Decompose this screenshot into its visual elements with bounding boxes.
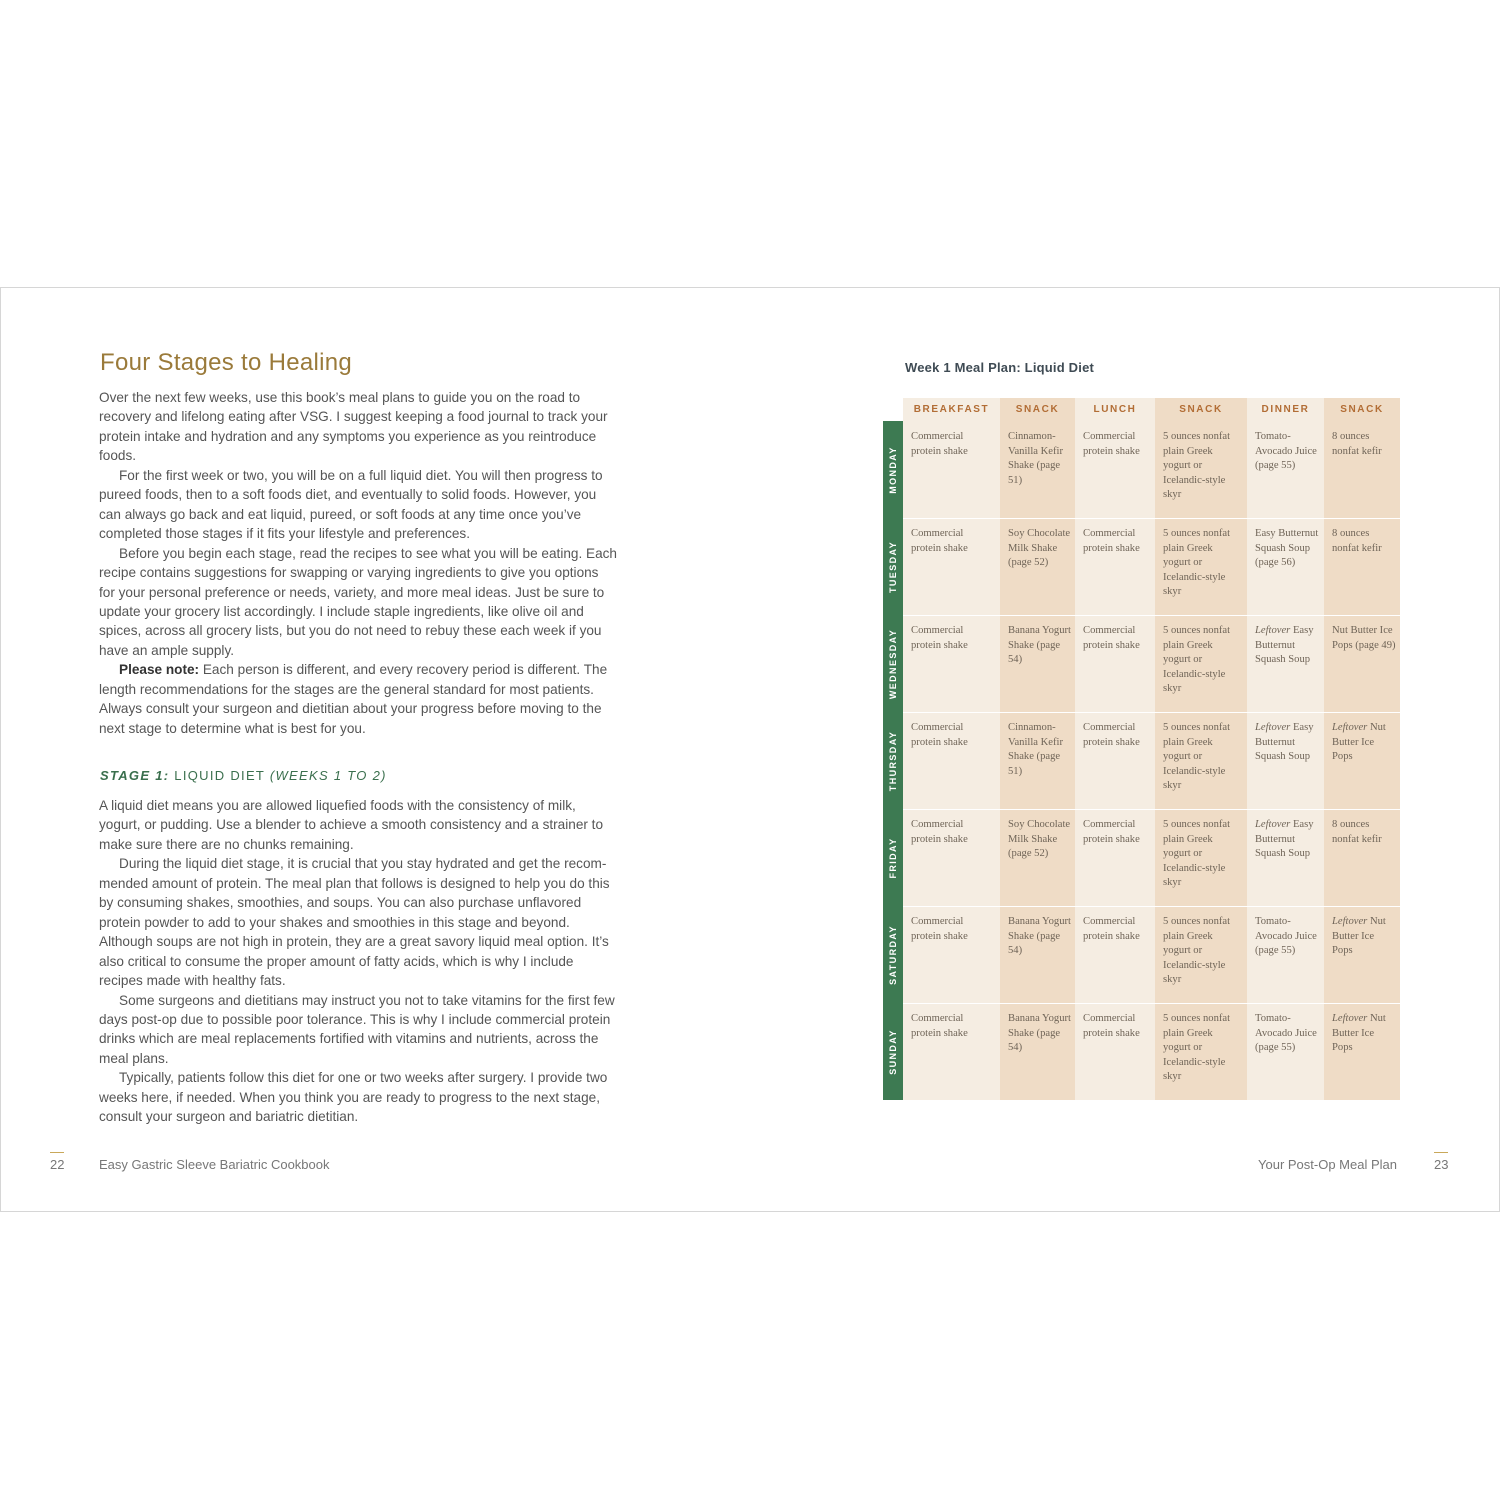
day-label-text: MONDAY [888, 445, 898, 494]
meal-cell-text: 5 ounces nonfat plain Greek yogurt or Icelandic-style skyr [1163, 722, 1231, 792]
meal-cell-leftover: Leftover [1255, 625, 1291, 636]
day-label [883, 1003, 903, 1102]
meal-cell-text: Commercial protein shake [911, 722, 968, 748]
page-number-rule [1434, 1152, 1448, 1153]
column-header: LUNCH [1075, 398, 1155, 421]
meal-cell-text: 5 ounces nonfat plain Greek yogurt or Icelandic-style skyr [1163, 819, 1231, 889]
meal-cell-text: Tomato-Avocado Juice (page 55) [1255, 431, 1317, 472]
meal-cell [1083, 818, 1155, 847]
meal-cell-text: 5 ounces nonfat plain Greek yogurt or Icelandic-style skyr [1163, 916, 1231, 986]
page-number-right: 23 [1434, 1157, 1449, 1172]
meal-cell-text: Soy Chocolate Milk Shake (page 52) [1008, 528, 1071, 569]
intro-paragraph: For the first week or two, you will be on a full liquid diet. You will then progress to pureed foods, then to a soft foods diet, and eventually to solid foods. However, you can always go back and eat liquid, pureed, or soft foods at any time once you’ve completed those stages if it fits your lifestyle and preferences. [99, 467, 603, 542]
meal-cell [1008, 430, 1075, 488]
meal-cell [911, 430, 1000, 459]
stage-name: LIQUID DIET [169, 768, 270, 783]
meal-cell [1083, 1012, 1155, 1041]
column-header: SNACK [1324, 398, 1400, 421]
footer-left: Easy Gastric Sleeve Bariatric Cookbook [99, 1157, 330, 1172]
stage-heading [100, 768, 387, 783]
meal-cell-text: Commercial protein shake [1083, 431, 1140, 457]
meal-cell [1332, 818, 1400, 847]
meal-cell [1163, 721, 1247, 794]
day-label-text: FRIDAY [888, 836, 898, 879]
meal-cell [1255, 527, 1324, 571]
stage-text [99, 796, 617, 1127]
meal-cell-text: Tomato-Avocado Juice (page 55) [1255, 1013, 1317, 1054]
stage-paragraph: During the liquid diet stage, it is crucial that you stay hydrated and get the recommended amount of protein. The meal plan that follows is designed to help you do this by consuming shakes, smoothies, and soups. You can also purchase unflavored protein powder to add to your shakes and smoothies in this stage and beyond. Although soups are not high in protein, they are a great savory liquid meal option. It’s also critical to consume the proper amount of fatty acids, which is why I include recipes made with healthy fats. [99, 856, 610, 989]
meal-cell-text: 5 ounces nonfat plain Greek yogurt or Icelandic-style skyr [1163, 625, 1231, 695]
meal-cell [1008, 915, 1075, 959]
meal-cell-text: Commercial protein shake [1083, 722, 1140, 748]
meal-cell-text: Commercial protein shake [1083, 528, 1140, 554]
meal-cell-text: Nut Butter Ice Pops [1332, 1013, 1386, 1054]
meal-cell-leftover: Leftover [1255, 819, 1291, 830]
row-divider [903, 615, 1400, 616]
meal-cell-text: Easy Butternut Squash Soup [1255, 722, 1314, 763]
row-divider [903, 518, 1400, 519]
meal-cell [1332, 430, 1400, 459]
meal-cell [1008, 818, 1075, 862]
meal-cell-text: Commercial protein shake [911, 431, 968, 457]
column-background [1075, 421, 1155, 1100]
column-header: DINNER [1247, 398, 1324, 421]
meal-cell-text: Easy Butternut Squash Soup (page 56) [1255, 528, 1319, 569]
meal-cell-text: Commercial protein shake [911, 916, 968, 942]
page-number-left: 22 [50, 1157, 65, 1172]
day-label [883, 906, 903, 1005]
meal-cell [1255, 915, 1324, 959]
meal-cell-text: Commercial protein shake [1083, 1013, 1140, 1039]
meal-cell [1163, 624, 1247, 697]
meal-cell [911, 915, 1000, 944]
meal-cell-text: Cinnamon-Vanilla Kefir Shake (page 51) [1008, 722, 1064, 777]
page-heading: Four Stages to Healing [100, 349, 353, 376]
day-label-text: SUNDAY [888, 1028, 898, 1075]
meal-cell-text: Commercial protein shake [911, 528, 968, 554]
note-label: Please note: [119, 662, 200, 678]
meal-cell [1163, 1012, 1247, 1085]
meal-cell [1083, 915, 1155, 944]
meal-cell [1083, 624, 1155, 653]
day-label [883, 518, 903, 617]
meal-cell [1008, 527, 1075, 571]
meal-cell [1255, 818, 1324, 862]
meal-cell-text: Commercial protein shake [911, 1013, 968, 1039]
meal-cell-text: 5 ounces nonfat plain Greek yogurt or Icelandic-style skyr [1163, 431, 1231, 501]
page-number-rule [50, 1152, 64, 1153]
meal-cell [911, 624, 1000, 653]
meal-cell [1332, 1012, 1400, 1056]
note-text: Each person is different, and every recovery period is different. The length recommendations for the stages are the general standard for most patients. Always consult your surgeon and dietitian about your progress before moving to the next stage to determine what is best for you. [99, 662, 608, 736]
meal-cell [1008, 1012, 1075, 1056]
meal-cell-leftover: Leftover [1332, 916, 1368, 927]
column-background [903, 421, 1000, 1100]
meal-cell [911, 818, 1000, 847]
meal-cell [1163, 430, 1247, 503]
meal-cell-text: 8 ounces nonfat kefir [1332, 431, 1382, 457]
meal-cell [1083, 430, 1155, 459]
meal-cell-text: 5 ounces nonfat plain Greek yogurt or Icelandic-style skyr [1163, 1013, 1231, 1083]
meal-cell [1163, 818, 1247, 891]
meal-cell [911, 1012, 1000, 1041]
meal-cell-text: 8 ounces nonfat kefir [1332, 528, 1382, 554]
meal-cell-text: Tomato-Avocado Juice (page 55) [1255, 916, 1317, 957]
meal-cell-text: 8 ounces nonfat kefir [1332, 819, 1382, 845]
meal-cell-text: Commercial protein shake [911, 819, 968, 845]
meal-cell-leftover: Leftover [1332, 1013, 1368, 1024]
meal-cell [1008, 721, 1075, 779]
day-label-text: SATURDAY [888, 924, 898, 985]
intro-paragraph: Over the next few weeks, use this book’s meal plans to guide you on the road to recovery and lifelong eating after VSG. I suggest keeping a food journal to track your protein intake and hydration and any symptoms you experience as you reintroduce foods. [99, 390, 608, 464]
table-title: Week 1 Meal Plan: Liquid Diet [905, 360, 1095, 375]
stage-paragraph: A liquid diet means you are allowed liquefied foods with the consistency of milk, yogurt, or pudding. Use a blender to achieve a smooth consistency and a strainer to make sure there are no chunks remaining. [99, 798, 604, 852]
note-paragraph [99, 660, 617, 738]
footer-right: Your Post-Op Meal Plan [1258, 1157, 1397, 1172]
meal-cell-leftover: Leftover [1255, 722, 1291, 733]
meal-cell [1008, 624, 1075, 668]
intro-paragraph: Before you begin each stage, read the recipes to see what you will be eating. Each recipe contains suggestions for swapping or varying ingredients to give you options for your personal preference or needs, variety, and more meal ideas. Just be sure to update your grocery list accordingly. I include staple ingredients, like olive oil and spices, across all grocery lists, but you do not need to rebuy these each week if you have an ample supply. [99, 545, 617, 658]
column-header: SNACK [1155, 398, 1247, 421]
day-label-text: THURSDAY [888, 730, 898, 791]
meal-cell-leftover: Leftover [1332, 722, 1368, 733]
meal-plan-table [883, 398, 1400, 1102]
meal-cell [911, 721, 1000, 750]
meal-cell [1163, 527, 1247, 600]
day-label [883, 615, 903, 714]
meal-cell-text: 5 ounces nonfat plain Greek yogurt or Icelandic-style skyr [1163, 528, 1231, 598]
meal-cell [1083, 527, 1155, 556]
meal-cell [1255, 430, 1324, 474]
stage-paragraph: Typically, patients follow this diet for one or two weeks after surgery. I provide two weeks here, if needed. When you think you are ready to progress to the next stage, consult your surgeon and bariatric dietitian. [99, 1070, 608, 1125]
meal-cell-text: Banana Yogurt Shake (page 54) [1008, 625, 1071, 666]
day-label-text: WEDNESDAY [888, 628, 898, 699]
column-header: SNACK [1000, 398, 1075, 421]
meal-cell-text: Nut Butter Ice Pops [1332, 916, 1386, 957]
meal-cell-text: Nut Butter Ice Pops (page 49) [1332, 625, 1396, 651]
meal-cell [1332, 624, 1400, 653]
meal-cell [1332, 915, 1400, 959]
meal-cell-text: Commercial protein shake [1083, 819, 1140, 845]
meal-cell-text: Commercial protein shake [1083, 625, 1140, 651]
meal-cell-text: Cinnamon-Vanilla Kefir Shake (page 51) [1008, 431, 1064, 486]
meal-cell [911, 527, 1000, 556]
intro-text [99, 388, 617, 738]
meal-cell-text: Easy Butternut Squash Soup [1255, 625, 1314, 666]
meal-cell [1255, 1012, 1324, 1056]
day-label [883, 421, 903, 520]
stage-prefix: STAGE 1: [100, 768, 170, 783]
meal-cell-text: Commercial protein shake [911, 625, 968, 651]
meal-cell [1332, 721, 1400, 765]
meal-cell-text: Commercial protein shake [1083, 916, 1140, 942]
meal-cell [1083, 721, 1155, 750]
day-label-text: TUESDAY [888, 540, 898, 593]
column-header: BREAKFAST [903, 398, 1000, 421]
meal-cell [1332, 527, 1400, 556]
day-label [883, 712, 903, 811]
stage-weeks: (WEEKS 1 TO 2) [269, 768, 387, 783]
row-divider [903, 712, 1400, 713]
day-label [883, 809, 903, 908]
meal-cell [1255, 624, 1324, 668]
row-divider [903, 809, 1400, 810]
meal-cell-text: Nut Butter Ice Pops [1332, 722, 1386, 763]
meal-cell [1255, 721, 1324, 765]
meal-cell-text: Banana Yogurt Shake (page 54) [1008, 916, 1071, 957]
stage-paragraph: Some surgeons and dietitians may instruct you not to take vitamins for the first few days post-op due to possible poor tolerance. This is why I include commercial protein drinks which are meal replacements fortified with vitamins and nutrients, across the meal plans. [99, 992, 615, 1066]
meal-cell-text: Easy Butternut Squash Soup [1255, 819, 1314, 860]
row-divider [903, 906, 1400, 907]
meal-cell-text: Soy Chocolate Milk Shake (page 52) [1008, 819, 1071, 860]
meal-cell [1163, 915, 1247, 988]
meal-cell-text: Banana Yogurt Shake (page 54) [1008, 1013, 1071, 1054]
row-divider [903, 1003, 1400, 1004]
